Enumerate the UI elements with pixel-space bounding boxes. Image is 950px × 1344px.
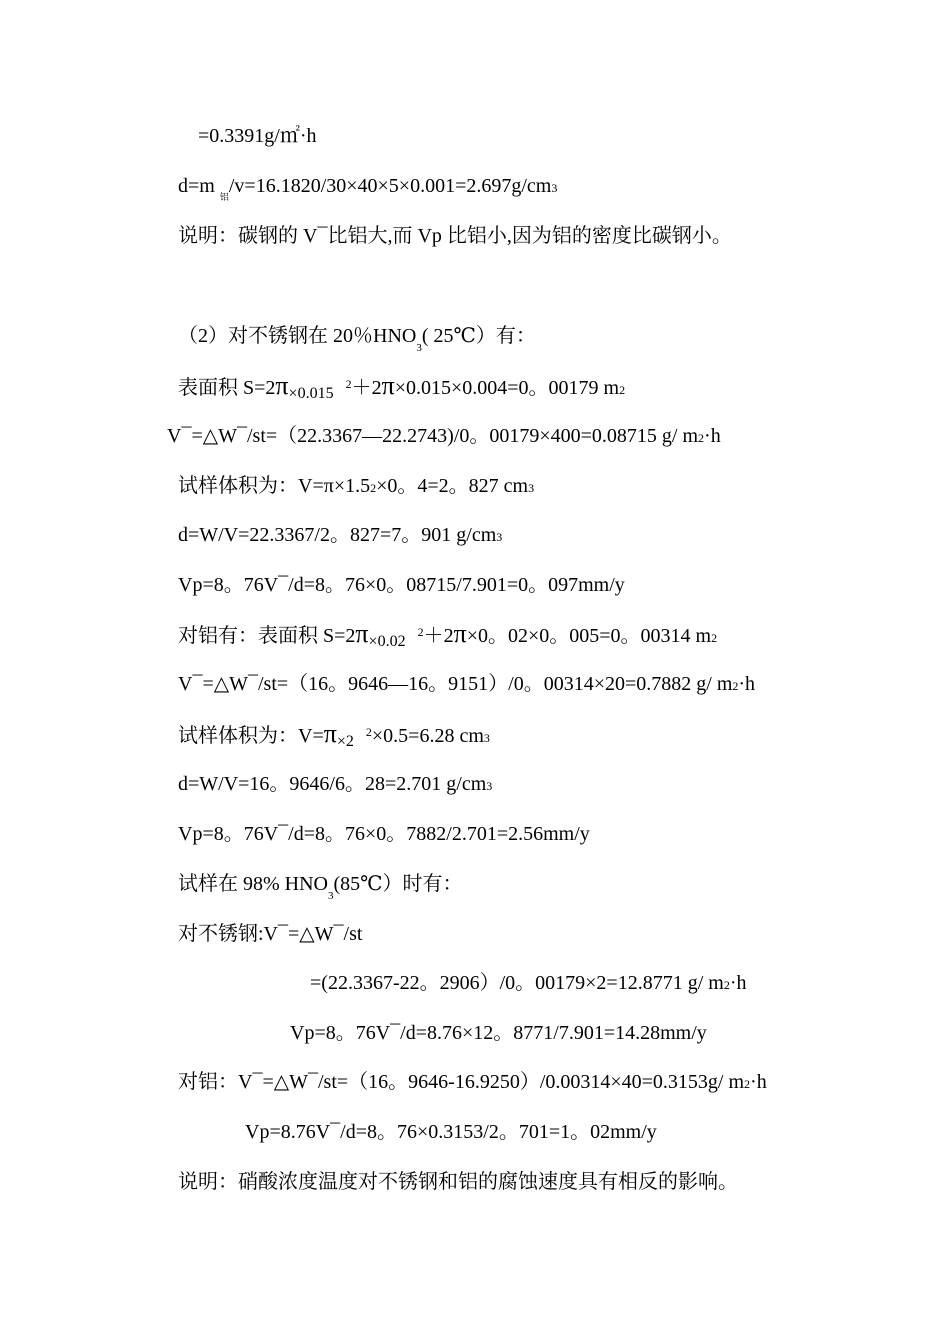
text: (85℃）时有： [333,873,463,895]
text: ·h [738,673,756,695]
text: ×0。02×0。005=0。00314 m [466,625,712,647]
superscript: 2 [345,377,352,391]
pi-symbol: π [453,619,467,648]
line-09 [178,573,625,597]
exponent: 2 [370,481,377,495]
text: 0.015 [297,385,334,402]
pi-symbol: π [355,619,369,648]
pi-symbol: π [275,371,289,400]
text: ·h [704,425,721,447]
unit-exponent: 2 [619,383,626,397]
text: 对铝有：表面积 S=2 [178,625,356,647]
text: 0.02 [377,633,406,650]
text: 试样在 98% HNO [178,873,328,895]
text: /v=16.1820/30×40×5×0.001=2.697g/cm [228,175,552,197]
unit-exponent: 3 [528,481,535,495]
text: × [368,633,378,650]
text: × [288,385,298,402]
line-21 [178,1170,738,1194]
text: ＋2 [423,625,454,647]
unit-exponent: 2 [723,978,730,992]
text: 表面积 S=2 [178,377,276,399]
line-14 [178,822,590,846]
line-07 [178,474,534,500]
line-08 [178,523,502,549]
text: （2）对不锈钢在 20％HNO [178,325,417,347]
text: Vp=8。76V¯/d=8.76×12。8771/7.901=14.28mm/y [290,1022,707,1044]
unit-exponent: 3 [551,181,558,195]
line-16 [178,922,362,946]
text: ×0.015×0.004=0。00179 m [394,377,620,399]
text: d=W/V=16。9646/6。28=2.701 g/cm [178,773,487,795]
superscript: 2 [417,625,424,639]
text: 说明：硝酸浓度温度对不锈钢和铝的腐蚀速度具有相反的影响。 [178,1171,738,1193]
line-18 [290,1021,707,1045]
line-10 [178,620,717,654]
text: V¯=△W¯/st=（22.3367—22.2743)/0。00179×400=0.08715 g/ m [167,425,699,447]
pi-symbol: π [323,719,337,748]
line-03 [178,224,732,248]
text: ×0。4=2。827 cm [376,475,529,497]
text: d=W/V=22.3367/2。827=7。901 g/cm [178,524,497,546]
subscript: 3 [416,342,422,354]
subscript: 铝 [219,192,229,202]
text: ＋2 [351,377,382,399]
unit-exponent: 2 [744,1077,751,1091]
unit-exponent: 3 [483,731,490,745]
line-13 [178,772,492,798]
unit-exponent: 2 [711,631,718,645]
unit-exponent: 3 [496,530,503,544]
line-02 [178,174,557,209]
text: 2 [345,733,354,750]
text: 说明：碳钢的 V¯比铝大,而 Vp 比铝小,因为铝的密度比碳钢小。 [178,225,732,247]
text: Vp=8。76V¯/d=8。76×0。7882/2.701=2.56mm/y [178,823,590,845]
line-05 [178,372,625,406]
text: V¯=△W¯/st=（16。9646—16。9151）/0。00314×20=0.7882 g/ m [178,673,733,695]
unit-exponent: 2 [732,679,739,693]
text: Vp=8。76V¯/d=8。76×0。08715/7.901=0。097mm/y [178,574,625,596]
text: 试样体积为：V=π×1.5 [178,475,371,497]
unit-exponent: 2 [698,431,705,445]
text: 对铝：V¯=△W¯/st=（16。9646-16.9250）/0.00314×40=0.3153g/ m [178,1071,745,1093]
text: × [336,733,346,750]
text: =0.3391g/㎡·h [198,125,317,147]
line-06 [167,424,721,450]
line-12 [178,720,490,754]
line-04 [178,324,536,360]
text: ×0.5=6.28 cm [371,725,484,747]
superscript: 2 [365,725,372,739]
line-19 [178,1070,767,1096]
text: ·h [750,1071,767,1093]
line-15 [178,872,463,908]
text: ( 25℃）有： [421,325,536,347]
text: 试样体积为：V= [178,725,324,747]
line-17 [310,971,747,997]
unit-exponent: 3 [486,779,493,793]
subscript: 3 [328,890,334,902]
text: Vp=8.76V¯/d=8。76×0.3153/2。701=1。02mm/y [245,1121,657,1143]
line-11 [178,672,755,698]
text: ·h [729,972,747,994]
line-01 [198,124,317,148]
text: =(22.3367-22。2906）/0。00179×2=12.8771 g/ m [310,972,724,994]
text: 对不锈钢:V¯=△W¯/st [178,923,363,945]
line-20 [245,1120,657,1144]
pi-symbol: π [381,371,395,400]
text: d=m [178,175,220,197]
